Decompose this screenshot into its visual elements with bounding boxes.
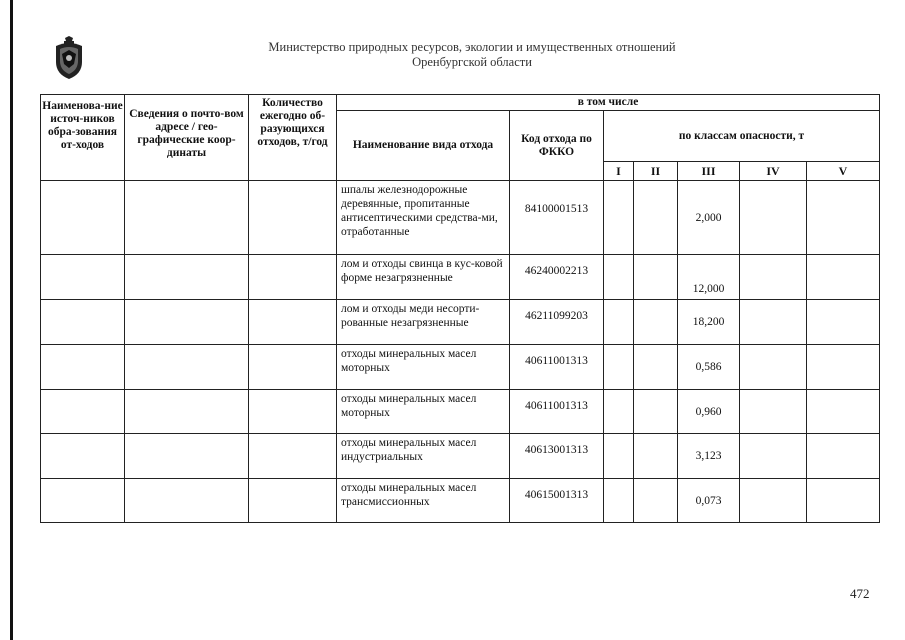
fkko-code-cell: 40611001313 bbox=[510, 390, 604, 434]
waste-name-cell: лом и отходы свинца в кус-ковой форме незагрязненные bbox=[337, 255, 510, 300]
fkko-code-cell: 46211099203 bbox=[510, 300, 604, 345]
waste-table bbox=[40, 94, 880, 523]
table-row bbox=[41, 390, 880, 434]
class-iii-value: 0,073 bbox=[678, 479, 740, 523]
class-iii-value: 3,123 bbox=[678, 434, 740, 479]
fkko-code-cell: 84100001513 bbox=[510, 181, 604, 255]
page-edge-line bbox=[10, 0, 13, 640]
table-row bbox=[41, 479, 880, 523]
class-iii-value: 18,200 bbox=[678, 300, 740, 345]
fkko-code-cell: 46240002213 bbox=[510, 255, 604, 300]
header-fkko-code: Код отхода по ФККО bbox=[510, 111, 604, 181]
header-hazard-classes: по классам опасности, т bbox=[604, 111, 880, 162]
page-number: 472 bbox=[850, 586, 870, 601]
ministry-header bbox=[200, 40, 744, 70]
region-name: Оренбургской области bbox=[412, 55, 532, 69]
table-row bbox=[41, 255, 880, 300]
coat-of-arms-emblem bbox=[52, 36, 86, 80]
waste-name-cell: отходы минеральных масел моторных bbox=[337, 345, 510, 390]
header-class-v: V bbox=[807, 162, 880, 181]
header-source-name: Наименова-ние источ-ников обра-зования от-ходов bbox=[41, 95, 125, 181]
header-class-ii: II bbox=[634, 162, 678, 181]
class-iii-value: 2,000 bbox=[678, 181, 740, 255]
header-waste-name: Наименование вида отхода bbox=[337, 111, 510, 181]
header-class-i: I bbox=[604, 162, 634, 181]
ministry-name: Министерство природных ресурсов, экологии и имущественных отношений bbox=[268, 40, 676, 54]
class-iii-value: 0,960 bbox=[678, 390, 740, 434]
table-row bbox=[41, 434, 880, 479]
header-address: Сведения о почто-вом адресе / гео-графические коор-динаты bbox=[125, 95, 249, 181]
fkko-code-cell: 40615001313 bbox=[510, 479, 604, 523]
class-iii-value: 0,586 bbox=[678, 345, 740, 390]
header-including: в том числе bbox=[337, 95, 880, 111]
header-class-iv: IV bbox=[740, 162, 807, 181]
header-class-iii: III bbox=[678, 162, 740, 181]
waste-name-cell: лом и отходы меди несорти-рованные незагрязненные bbox=[337, 300, 510, 345]
waste-name-cell: отходы минеральных масел трансмиссионных bbox=[337, 479, 510, 523]
class-iii-value: 12,000 bbox=[678, 255, 740, 300]
table-row bbox=[41, 300, 880, 345]
table-row bbox=[41, 181, 880, 255]
waste-name-cell: отходы минеральных масел индустриальных bbox=[337, 434, 510, 479]
waste-name-cell: отходы минеральных масел моторных bbox=[337, 390, 510, 434]
table-row bbox=[41, 345, 880, 390]
fkko-code-cell: 40613001313 bbox=[510, 434, 604, 479]
fkko-code-cell: 40611001313 bbox=[510, 345, 604, 390]
waste-name-cell: шпалы железнодорожные деревянные, пропитанные антисептическими средства-ми, отработанные bbox=[337, 181, 510, 255]
header-quantity: Количество ежегодно об-разующихся отходов, т/год bbox=[249, 95, 337, 181]
